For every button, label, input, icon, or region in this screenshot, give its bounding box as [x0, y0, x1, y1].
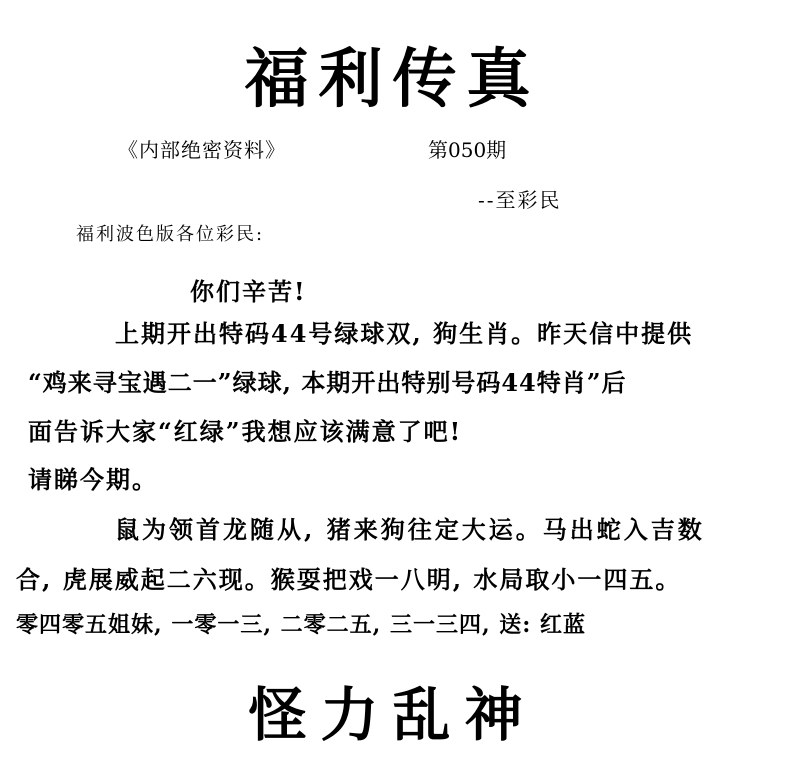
letter-greeting: 福利波色版各位彩民: — [76, 224, 265, 245]
paragraph-line: 请睇今期。 — [28, 465, 158, 494]
footer-title: 怪力乱神 — [248, 681, 537, 749]
paragraph-line: 鼠为领首龙随从, 猪来狗往定大运。马出蛇入吉数 — [115, 515, 705, 544]
issue-number: 第050期 — [428, 138, 507, 162]
paragraph-line: “鸡来寻宝遇二一”绿球, 本期开出特别号码44特肖”后 — [28, 368, 627, 397]
recipient-line: --至彩民 — [478, 188, 562, 212]
page-title: 福利传真 — [244, 42, 541, 117]
paragraph-line: 合, 虎展威起二六现。猴耍把戏一八明, 水局取小一四五。 — [16, 565, 682, 594]
paragraph-line: 零四零五姐妹, 一零一三, 二零二五, 三一三四, 送: 红蓝 — [16, 612, 587, 638]
paragraph-line: 面告诉大家“红绿”我想应该满意了吧! — [28, 417, 463, 446]
document-subtitle: 《内部绝密资料》 — [118, 138, 286, 162]
paragraph-line: 上期开出特码44号绿球双, 狗生肖。昨天信中提供 — [115, 319, 694, 348]
letter-salute: 你们辛苦! — [190, 277, 307, 306]
